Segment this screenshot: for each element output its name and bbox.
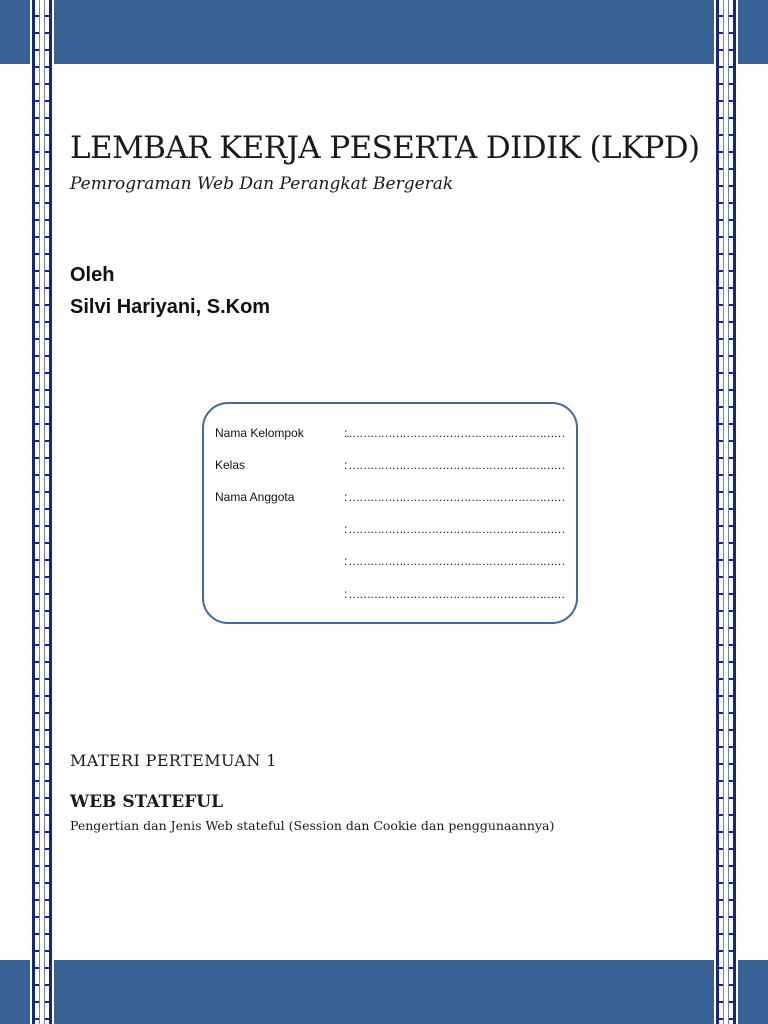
author-label: Oleh <box>70 264 115 286</box>
document-title: LEMBAR KERJA PESERTA DIDIK (LKPD) <box>70 130 700 166</box>
form-row-member-4 <box>204 587 576 605</box>
form-field-line: : …………………………………………………… <box>344 458 565 472</box>
group-form-box <box>202 402 578 624</box>
meeting-heading: MATERI PERTEMUAN 1 <box>70 751 277 770</box>
form-label: Kelas <box>215 458 246 472</box>
form-field-line: : …………………………………………………… <box>344 490 565 504</box>
form-field-line: : …………………………………………………… <box>344 554 565 568</box>
footer-band-left <box>0 960 30 1024</box>
footer-band <box>54 960 714 1024</box>
form-field-line: : …………………………………………………… <box>344 522 565 536</box>
form-label: Nama Kelompok <box>215 426 304 440</box>
header-band-right <box>738 0 768 64</box>
form-field-line: :.…………………………………………………… <box>344 426 565 440</box>
form-row-member-3 <box>204 554 576 572</box>
form-field-line: : …………………………………………………… <box>344 587 565 601</box>
document-subtitle: Pemrograman Web Dan Perangkat Bergerak <box>70 174 454 194</box>
header-band <box>54 0 714 64</box>
form-row-member-2 <box>204 522 576 540</box>
author-name: Silvi Hariyani, S.Kom <box>70 296 271 318</box>
topic-heading: WEB STATEFUL <box>70 792 224 812</box>
form-row-class <box>204 458 576 476</box>
page-border-right <box>716 0 736 1024</box>
form-label: Nama Anggota <box>215 490 295 504</box>
form-row-members <box>204 490 576 508</box>
footer-band-right <box>738 960 768 1024</box>
form-row-group-name <box>204 426 576 444</box>
page-border-left <box>32 0 52 1024</box>
header-band-left <box>0 0 30 64</box>
topic-description: Pengertian dan Jenis Web stateful (Session dan Cookie dan penggunaannya) <box>70 818 555 833</box>
